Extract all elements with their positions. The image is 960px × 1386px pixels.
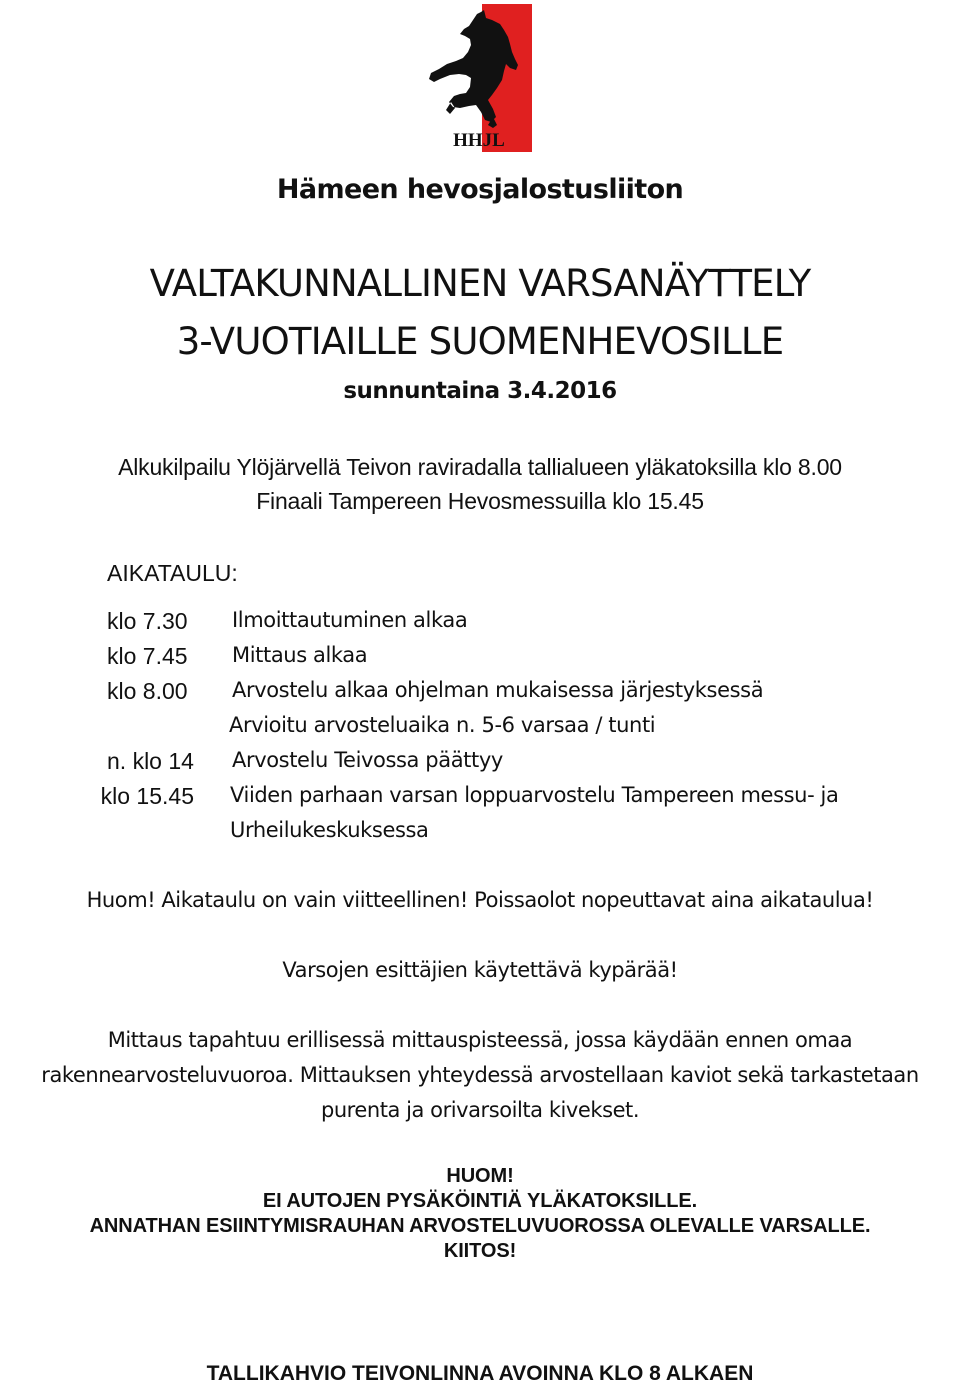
measurement-note-line-1: Mittaus tapahtuu erillisessä mittauspisteessä, jossa käydään ennen omaa	[107, 1028, 853, 1052]
schedule-description: Arvioitu arvosteluaika n. 5-6 varsaa / tunti	[229, 713, 656, 737]
helmet-note: Varsojen esittäjien käytettävä kypärää!	[282, 958, 678, 982]
event-date: sunnuntaina 3.4.2016	[343, 378, 617, 404]
schedule-row	[0, 608, 960, 643]
parking-notice: EI AUTOJEN PYSÄKÖINTIÄ YLÄKATOKSILLE.	[262, 1190, 698, 1212]
schedule-description: Viiden parhaan varsan loppuarvostelu Tampereen messu- ja	[230, 783, 839, 807]
quiet-notice: ANNATHAN ESIINTYMISRAUHAN ARVOSTELUVUOROSSA OLEVALLE VARSALLE.	[89, 1215, 871, 1237]
schedule-description: Arvostelu Teivossa päättyy	[232, 748, 503, 772]
schedule-time: klo 7.45	[107, 643, 188, 669]
cafe-notice: TALLIKAHVIO TEIVONLINNA AVOINNA KLO 8 ALKAEN	[206, 1362, 754, 1385]
intro-line-1: Alkukilpailu Ylöjärvellä Teivon raviradalla tallialueen yläkatoksilla klo 8.00	[118, 454, 842, 480]
logo-text: HHJL	[453, 130, 505, 151]
schedule-row	[0, 783, 960, 818]
rearing-horse-logo-icon	[426, 4, 534, 152]
schedule-description: Urheilukeskuksessa	[230, 818, 429, 842]
measurement-note-line-3: purenta ja orivarsoilta kivekset.	[320, 1098, 640, 1122]
measurement-note-line-2: rakennearvosteluvuoroa. Mittauksen yhteydessä arvostellaan kaviot sekä tarkastetaan	[41, 1063, 919, 1087]
notice-heading: HUOM!	[446, 1165, 514, 1187]
schedule-row	[0, 713, 960, 748]
schedule-row	[0, 818, 960, 853]
schedule-row	[0, 643, 960, 678]
event-title-line-1: VALTAKUNNALLINEN VARSANÄYTTELY	[149, 262, 811, 305]
schedule-row	[0, 678, 960, 713]
schedule-time: n. klo 14	[107, 748, 194, 774]
schedule-time: klo 8.00	[107, 678, 188, 704]
schedule-description: Arvostelu alkaa ohjelman mukaisessa järjestyksessä	[232, 678, 764, 702]
thanks-notice: KIITOS!	[443, 1240, 517, 1262]
schedule-description: Ilmoittautuminen alkaa	[232, 608, 468, 632]
schedule-time: klo 15.45	[100, 783, 194, 809]
schedule-time: klo 7.30	[107, 608, 188, 634]
schedule-note: Huom! Aikataulu on vain viitteellinen! Poissaolot nopeuttavat aina aikataulua!	[86, 888, 874, 912]
organization-name: Hämeen hevosjalostusliiton	[276, 174, 684, 205]
schedule-row	[0, 748, 960, 783]
schedule-heading: AIKATAULU:	[107, 560, 238, 586]
intro-line-2: Finaali Tampereen Hevosmessuilla klo 15.45	[256, 488, 704, 514]
hhjl-logo	[426, 4, 534, 152]
event-title-line-2: 3-VUOTIAILLE SUOMENHEVOSILLE	[176, 320, 784, 363]
schedule-description: Mittaus alkaa	[232, 643, 368, 667]
